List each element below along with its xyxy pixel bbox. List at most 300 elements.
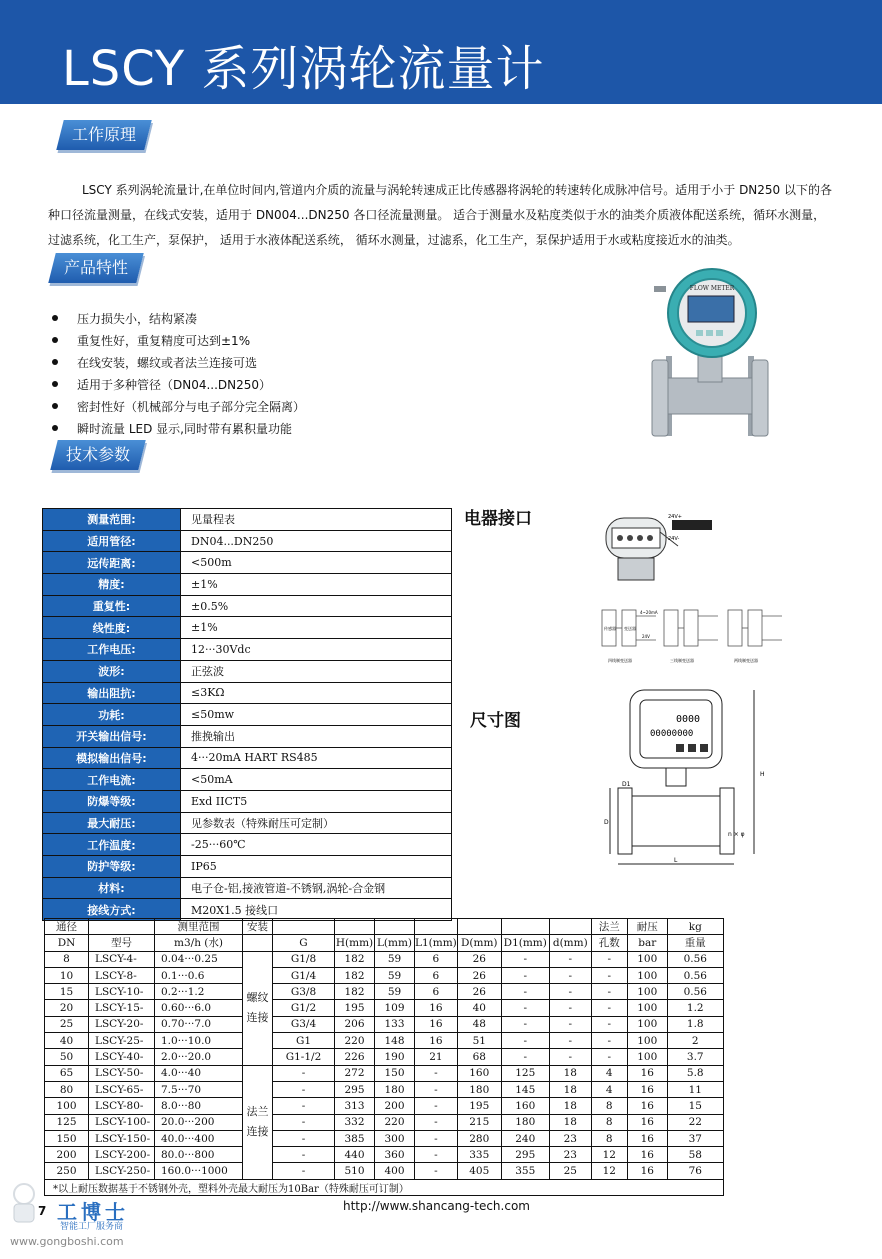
dim-label-d: D [604, 819, 609, 826]
table-cell: 12 [591, 1147, 627, 1163]
table-cell: 25 [549, 1163, 591, 1179]
table-cell: 295 [501, 1147, 549, 1163]
table-cell: - [549, 1016, 591, 1032]
table-cell: G1/4 [273, 967, 335, 983]
table-cell: 0.56 [667, 951, 723, 967]
table-cell: 100 [627, 1016, 667, 1032]
display-digits: 00000000 [650, 729, 694, 739]
display-readout: 0000 [676, 714, 701, 725]
install-cell: 法兰连接 [243, 1065, 273, 1179]
spec-key: 防爆等级: [43, 790, 181, 812]
list-item: 适用于多种管径（DN04...DN250） [52, 374, 305, 396]
schematic-caption: 两线制变送器 [734, 658, 758, 663]
dimensions-label: 尺寸图 [470, 711, 521, 731]
page-number: 7 [38, 1204, 47, 1218]
table-cell: 2 [667, 1033, 723, 1049]
table-cell: - [549, 1049, 591, 1065]
table-header-row [45, 919, 724, 935]
table-header-cell [89, 919, 155, 935]
table-header-cell: 安装 [243, 919, 273, 935]
dim-label-holes: n × φ [728, 831, 745, 838]
table-cell: LSCY-15- [89, 1000, 155, 1016]
spec-key: 工作电压: [43, 639, 181, 661]
table-cell: 125 [501, 1065, 549, 1081]
table-cell: G3/4 [273, 1016, 335, 1032]
table-cell: 16 [627, 1065, 667, 1081]
dimension-drawing [604, 686, 774, 872]
table-cell: 385 [335, 1130, 375, 1146]
table-cell: LSCY-10- [89, 984, 155, 1000]
meter-face-label: FLOW METER [689, 285, 735, 292]
table-cell: G1-1/2 [273, 1049, 335, 1065]
table-cell: - [591, 1000, 627, 1016]
table-cell: 405 [457, 1163, 501, 1179]
table-cell: 182 [335, 984, 375, 1000]
table-cell: - [273, 1147, 335, 1163]
spec-row [43, 769, 452, 791]
table-cell: - [501, 984, 549, 1000]
table-cell: 160 [501, 1098, 549, 1114]
table-header-cell [549, 919, 591, 935]
schematic-label: 24V [642, 634, 650, 639]
table-cell: - [549, 984, 591, 1000]
spec-row [43, 595, 452, 617]
spec-value: 12···30Vdc [181, 639, 452, 661]
spec-value: Exd IICT5 [181, 790, 452, 812]
bullet-icon [52, 315, 58, 321]
table-cell: LSCY-200- [89, 1147, 155, 1163]
table-cell: 58 [667, 1147, 723, 1163]
table-header-cell: L(mm) [375, 935, 415, 951]
table-cell: 0.60···6.0 [155, 1000, 243, 1016]
table-header-cell [335, 919, 375, 935]
table-cell: G1/2 [273, 1000, 335, 1016]
table-cell: 400 [375, 1163, 415, 1179]
table-cell: 65 [45, 1065, 89, 1081]
spec-key: 精度: [43, 574, 181, 596]
table-cell: 195 [335, 1000, 375, 1016]
table-row [45, 1016, 724, 1032]
table-cell: 100 [627, 1000, 667, 1016]
electrical-label: 电器接口 [464, 509, 532, 529]
table-header-cell: D(mm) [457, 935, 501, 951]
table-cell: 180 [501, 1114, 549, 1130]
list-item: 在线安装，螺纹或者法兰连接可选 [52, 352, 305, 374]
table-cell: 10 [45, 967, 89, 983]
spec-table [42, 508, 452, 921]
table-cell: 51 [457, 1033, 501, 1049]
table-header-cell: L1(mm) [415, 935, 458, 951]
table-header-row [45, 935, 724, 951]
spec-key: 远传距离: [43, 552, 181, 574]
table-cell: - [415, 1147, 458, 1163]
feature-list [52, 308, 305, 440]
list-item: 压力损失小，结构紧凑 [52, 308, 305, 330]
table-cell: 313 [335, 1098, 375, 1114]
bullet-icon [52, 403, 58, 409]
table-cell: - [415, 1065, 458, 1081]
table-cell: LSCY-40- [89, 1049, 155, 1065]
table-header-cell: 测里范围 [155, 919, 243, 935]
table-cell: 180 [457, 1081, 501, 1097]
spec-row [43, 725, 452, 747]
table-cell: - [501, 1016, 549, 1032]
table-cell: 215 [457, 1114, 501, 1130]
table-cell: 133 [375, 1016, 415, 1032]
table-cell: - [415, 1081, 458, 1097]
table-cell: 220 [375, 1114, 415, 1130]
terminal-label: 24V- [668, 536, 680, 542]
table-cell: - [273, 1163, 335, 1179]
table-header-cell [457, 919, 501, 935]
dim-label-l: L [674, 857, 678, 864]
table-cell: 8 [591, 1114, 627, 1130]
spec-key: 输出阻抗: [43, 682, 181, 704]
spec-key: 测量范围: [43, 509, 181, 531]
table-header-cell: bar [627, 935, 667, 951]
flow-meter-photo [640, 268, 780, 446]
table-cell: 1.0···10.0 [155, 1033, 243, 1049]
dim-label-h: H [760, 771, 765, 778]
spec-value: ±1% [181, 617, 452, 639]
table-cell: 200 [45, 1147, 89, 1163]
schematic-label: 4~20mA [640, 610, 658, 615]
table-cell: 80.0···800 [155, 1147, 243, 1163]
table-cell: 180 [375, 1081, 415, 1097]
table-cell: 182 [335, 951, 375, 967]
table-cell: 80 [45, 1081, 89, 1097]
table-cell: 23 [549, 1130, 591, 1146]
table-cell: - [591, 984, 627, 1000]
spec-row [43, 617, 452, 639]
terminal-label: 24V+ [668, 514, 682, 520]
table-cell: 59 [375, 967, 415, 983]
table-header-cell: 型号 [89, 935, 155, 951]
dimension-table [44, 918, 724, 1196]
table-cell: - [273, 1065, 335, 1081]
table-cell: 59 [375, 951, 415, 967]
spec-value: <500m [181, 552, 452, 574]
table-cell: - [591, 1033, 627, 1049]
table-cell: LSCY-100- [89, 1114, 155, 1130]
spec-key: 防护等级: [43, 856, 181, 878]
table-cell: 335 [457, 1147, 501, 1163]
table-header-cell: d(mm) [549, 935, 591, 951]
table-cell: 16 [627, 1098, 667, 1114]
table-cell: - [273, 1098, 335, 1114]
table-row [45, 1049, 724, 1065]
section-tag-label: 产品特性 [64, 258, 129, 277]
table-cell: 50 [45, 1049, 89, 1065]
table-header-cell: D1(mm) [501, 935, 549, 951]
table-header-cell: G [273, 935, 335, 951]
table-cell: LSCY-50- [89, 1065, 155, 1081]
table-cell: 250 [45, 1163, 89, 1179]
table-cell: 100 [627, 1049, 667, 1065]
spec-value: ≤50mw [181, 704, 452, 726]
table-row [45, 967, 724, 983]
spec-row [43, 660, 452, 682]
spec-value: IP65 [181, 856, 452, 878]
section-tag-label: 工作原理 [72, 125, 137, 144]
table-header-cell [501, 919, 549, 935]
table-cell: G3/8 [273, 984, 335, 1000]
table-cell: 26 [457, 967, 501, 983]
spec-key: 重复性: [43, 595, 181, 617]
table-cell: 3.7 [667, 1049, 723, 1065]
spec-value: M20X1.5 接线口 [181, 899, 452, 921]
table-cell: 12 [591, 1163, 627, 1179]
spec-key: 工作电流: [43, 769, 181, 791]
spec-key: 波形: [43, 660, 181, 682]
spec-row [43, 704, 452, 726]
table-cell: - [415, 1130, 458, 1146]
table-cell: 0.1···0.6 [155, 967, 243, 983]
table-cell: 150 [45, 1130, 89, 1146]
table-cell: - [549, 967, 591, 983]
list-item: 瞬时流量 LED 显示,同时带有累积量功能 [52, 418, 305, 440]
table-cell: 2.0···20.0 [155, 1049, 243, 1065]
table-cell: 200 [375, 1098, 415, 1114]
table-row [45, 1065, 724, 1081]
table-header-cell [415, 919, 458, 935]
table-cell: 100 [627, 984, 667, 1000]
table-cell: 15 [45, 984, 89, 1000]
table-header-cell [243, 935, 273, 951]
table-cell: - [501, 1049, 549, 1065]
table-cell: 15 [667, 1098, 723, 1114]
spec-row [43, 639, 452, 661]
spec-key: 开关输出信号: [43, 725, 181, 747]
table-cell: 0.2···1.2 [155, 984, 243, 1000]
page-title: LSCY 系列涡轮流量计 [62, 41, 545, 97]
spec-value: ≤3KΩ [181, 682, 452, 704]
bullet-icon [52, 381, 58, 387]
list-item: 重复性好，重复精度可达到±1% [52, 330, 305, 352]
table-cell: 240 [501, 1130, 549, 1146]
table-cell: 23 [549, 1147, 591, 1163]
table-cell: - [501, 967, 549, 983]
table-cell: 8 [591, 1130, 627, 1146]
table-cell: - [273, 1130, 335, 1146]
table-cell: 48 [457, 1016, 501, 1032]
spec-value: 见量程表 [181, 509, 452, 531]
table-cell: 125 [45, 1114, 89, 1130]
table-cell: 109 [375, 1000, 415, 1016]
table-row [45, 1147, 724, 1163]
table-cell: 37 [667, 1130, 723, 1146]
spec-row [43, 509, 452, 531]
table-cell: 510 [335, 1163, 375, 1179]
table-cell: 18 [549, 1114, 591, 1130]
table-cell: 5.8 [667, 1065, 723, 1081]
table-cell: 0.56 [667, 967, 723, 983]
table-cell: 206 [335, 1016, 375, 1032]
watermark-subtitle: 智能工厂服务商 [60, 1222, 124, 1232]
table-cell: 226 [335, 1049, 375, 1065]
table-cell: 148 [375, 1033, 415, 1049]
spec-value: 推挽输出 [181, 725, 452, 747]
table-cell: - [591, 967, 627, 983]
table-cell: 16 [627, 1081, 667, 1097]
table-cell: 40 [457, 1000, 501, 1016]
watermark-site: www.gongboshi.com [10, 1235, 124, 1248]
table-cell: 4 [591, 1081, 627, 1097]
table-cell: 6 [415, 951, 458, 967]
table-cell: 20 [45, 1000, 89, 1016]
table-cell: 26 [457, 984, 501, 1000]
spec-value: ±1% [181, 574, 452, 596]
table-cell: LSCY-250- [89, 1163, 155, 1179]
spec-row [43, 812, 452, 834]
table-cell: 16 [627, 1130, 667, 1146]
table-cell: 1.2 [667, 1000, 723, 1016]
table-cell: 16 [627, 1163, 667, 1179]
spec-key: 适用管径: [43, 530, 181, 552]
table-cell: - [549, 1000, 591, 1016]
table-cell: - [591, 951, 627, 967]
table-note: *以上耐压数据基于不锈钢外壳，塑料外壳最大耐压为10Bar（特殊耐压可订制） [45, 1179, 724, 1195]
table-cell: - [415, 1098, 458, 1114]
schematic-label: 变送器 [624, 626, 636, 631]
table-header-cell [273, 919, 335, 935]
spec-row [43, 682, 452, 704]
table-row [45, 1114, 724, 1130]
table-cell: 195 [457, 1098, 501, 1114]
spec-row [43, 530, 452, 552]
table-cell: - [591, 1049, 627, 1065]
spec-row [43, 877, 452, 899]
table-cell: LSCY-25- [89, 1033, 155, 1049]
spec-row [43, 747, 452, 769]
table-row [45, 1033, 724, 1049]
table-cell: 4.0···40 [155, 1065, 243, 1081]
table-cell: 18 [549, 1081, 591, 1097]
table-cell: 100 [627, 1033, 667, 1049]
table-cell: LSCY-80- [89, 1098, 155, 1114]
table-cell: 76 [667, 1163, 723, 1179]
table-cell: 59 [375, 984, 415, 1000]
table-cell: 8.0···80 [155, 1098, 243, 1114]
table-row [45, 1000, 724, 1016]
table-cell: - [273, 1081, 335, 1097]
table-cell: 6 [415, 967, 458, 983]
bullet-icon [52, 359, 58, 365]
table-header-cell: 重量 [667, 935, 723, 951]
table-cell: 160.0···1000 [155, 1163, 243, 1179]
table-cell: - [549, 1033, 591, 1049]
table-row [45, 951, 724, 967]
table-cell: LSCY-150- [89, 1130, 155, 1146]
table-cell: - [591, 1016, 627, 1032]
wiring-schematic [598, 596, 788, 670]
table-cell: 8 [45, 951, 89, 967]
table-cell: 0.04···0.25 [155, 951, 243, 967]
section-tag-label: 技术参数 [66, 445, 131, 464]
table-cell: 11 [667, 1081, 723, 1097]
table-cell: 20.0···200 [155, 1114, 243, 1130]
spec-value: 正弦波 [181, 660, 452, 682]
table-cell: 300 [375, 1130, 415, 1146]
spec-row [43, 574, 452, 596]
spec-value: 电子仓-铝,接液管道-不锈钢,涡轮-合金钢 [181, 877, 452, 899]
watermark-brand: 工博士 [57, 1200, 129, 1224]
table-row [45, 1130, 724, 1146]
table-cell: 18 [549, 1098, 591, 1114]
table-header-cell: H(mm) [335, 935, 375, 951]
table-cell: LSCY-8- [89, 967, 155, 983]
table-cell: - [273, 1114, 335, 1130]
table-cell: 190 [375, 1049, 415, 1065]
spec-key: 工作温度: [43, 834, 181, 856]
table-cell: 360 [375, 1147, 415, 1163]
table-cell: 100 [627, 951, 667, 967]
table-header-cell: 法兰 [591, 919, 627, 935]
table-cell: 22 [667, 1114, 723, 1130]
table-row [45, 1098, 724, 1114]
schematic-label: 传感器 [604, 626, 616, 631]
install-cell: 螺纹连接 [243, 951, 273, 1065]
schematic-caption: 三线制变送器 [670, 658, 694, 663]
table-cell: 16 [627, 1114, 667, 1130]
table-cell: G1 [273, 1033, 335, 1049]
table-cell: 4 [591, 1065, 627, 1081]
table-cell: G1/8 [273, 951, 335, 967]
table-cell: 440 [335, 1147, 375, 1163]
table-cell: 272 [335, 1065, 375, 1081]
title-banner [0, 0, 882, 104]
table-cell: 355 [501, 1163, 549, 1179]
table-cell: 220 [335, 1033, 375, 1049]
table-cell: LSCY-65- [89, 1081, 155, 1097]
table-header-cell: 孔数 [591, 935, 627, 951]
table-cell: 26 [457, 951, 501, 967]
table-header-cell: 耐压 [627, 919, 667, 935]
table-cell: 18 [549, 1065, 591, 1081]
table-cell: 0.56 [667, 984, 723, 1000]
table-cell: 7.5···70 [155, 1081, 243, 1097]
table-cell: 16 [627, 1147, 667, 1163]
spec-key: 模拟输出信号: [43, 747, 181, 769]
spec-value: 见参数表（特殊耐压可定制） [181, 812, 452, 834]
spec-value: <50mA [181, 769, 452, 791]
spec-key: 线性度: [43, 617, 181, 639]
spec-key: 接线方式: [43, 899, 181, 921]
spec-row [43, 552, 452, 574]
table-cell: - [501, 951, 549, 967]
table-cell: 100 [45, 1098, 89, 1114]
table-cell: 6 [415, 984, 458, 1000]
bullet-icon [52, 337, 58, 343]
table-cell: 16 [415, 1033, 458, 1049]
table-cell: 40.0···400 [155, 1130, 243, 1146]
footer-url: http://www.shancang-tech.com [343, 1199, 530, 1213]
table-cell: 160 [457, 1065, 501, 1081]
table-header-cell: DN [45, 935, 89, 951]
spec-row [43, 856, 452, 878]
wiring-terminal-diagram [598, 506, 718, 582]
spec-row [43, 834, 452, 856]
table-cell: 280 [457, 1130, 501, 1146]
table-cell: 0.70···7.0 [155, 1016, 243, 1032]
spec-row [43, 790, 452, 812]
table-cell: 8 [591, 1098, 627, 1114]
spec-key: 功耗: [43, 704, 181, 726]
table-cell: - [415, 1114, 458, 1130]
table-cell: LSCY-20- [89, 1016, 155, 1032]
table-header-cell: m3/h (水) [155, 935, 243, 951]
spec-key: 材料: [43, 877, 181, 899]
